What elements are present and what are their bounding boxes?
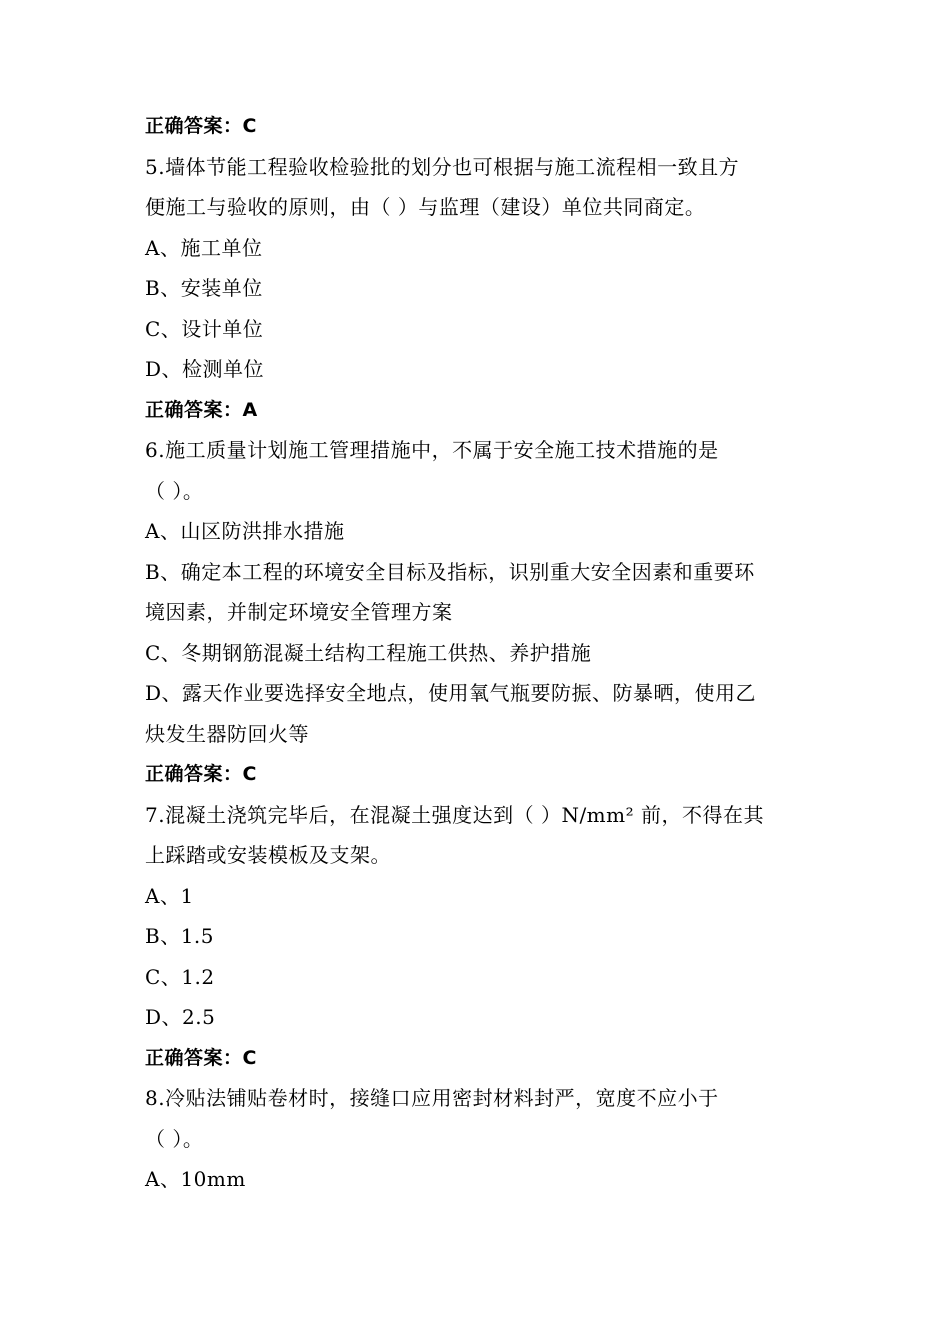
option-c: C、冬期钢筋混凝土结构工程施工供热、养护措施 [145,641,592,665]
option-d: D、检测单位 [145,357,265,381]
question-7-line-1: 7.混凝土浇筑完毕后，在混凝土强度达到（ ）N/mm² 前，不得在其 [145,803,764,827]
question-5-line-2: 便施工与验收的原则，由（ ）与监理（建设）单位共同商定。 [145,195,706,219]
option-a: A、山区防洪排水措施 [145,519,345,543]
option-b: B、1.5 [145,924,215,948]
option-d: D、2.5 [145,1005,216,1029]
option-d: D、露天作业要选择安全地点，使用氧气瓶要防振、防暴晒，使用乙 [145,681,757,705]
option-d-cont: 炔发生器防回火等 [145,722,309,746]
answer-line: 正确答案：C [145,1047,257,1069]
option-b: B、确定本工程的环境安全目标及指标，识别重大安全因素和重要环 [145,560,755,584]
question-6-line-2: （ ）。 [145,479,204,503]
option-b: B、安装单位 [145,276,263,300]
option-a: A、10mm [145,1167,246,1191]
question-6-line-1: 6.施工质量计划施工管理措施中，不属于安全施工技术措施的是 [145,438,719,462]
question-8-line-2: （ ）。 [145,1127,204,1151]
question-5-line-1: 5.墙体节能工程验收检验批的划分也可根据与施工流程相一致且方 [145,155,740,179]
answer-line: 正确答案：A [145,399,258,421]
option-b-cont: 境因素，并制定环境安全管理方案 [145,600,453,624]
option-a: A、施工单位 [145,236,263,260]
answer-line: 正确答案：C [145,115,257,137]
question-8-line-1: 8.冷贴法铺贴卷材时，接缝口应用密封材料封严，宽度不应小于 [145,1086,719,1110]
option-c: C、1.2 [145,965,215,989]
option-c: C、设计单位 [145,317,264,341]
question-7-line-2: 上踩踏或安装模板及支架。 [145,843,391,867]
option-a: A、1 [145,884,194,908]
answer-line: 正确答案：C [145,763,257,785]
